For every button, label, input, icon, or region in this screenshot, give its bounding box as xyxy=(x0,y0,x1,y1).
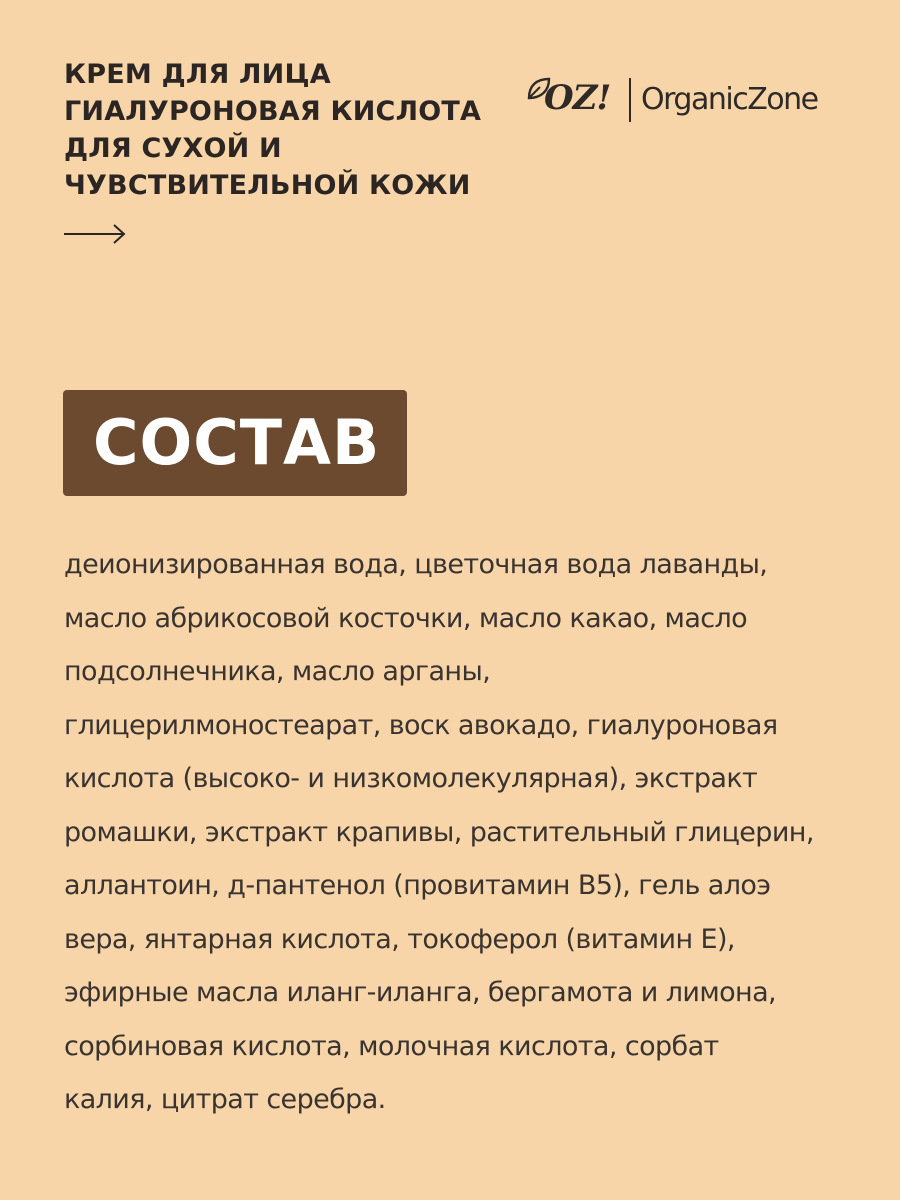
product-title-line: ЧУВСТВИТЕЛЬНОЙ КОЖИ xyxy=(64,170,471,201)
product-title-line: ГИАЛУРОНОВАЯ КИСЛОТА xyxy=(64,96,482,127)
product-title-line: КРЕМ ДЛЯ ЛИЦА xyxy=(64,59,331,90)
ingredients-line: аллантоин, д-пантенол (провитамин B5), гель алоэ xyxy=(64,870,771,901)
ingredients-line: глицерилмоностеарат, воск авокадо, гиалуроновая xyxy=(64,709,778,741)
logo-divider xyxy=(629,78,631,122)
section-heading: СОСТАВ xyxy=(93,406,381,479)
ingredients-line: сорбиновая кислота, молочная кислота, сорбат xyxy=(64,1030,719,1062)
product-title-line: ДЛЯ СУХОЙ И xyxy=(64,133,282,164)
product-title xyxy=(64,56,524,204)
brand-mark-text: OZ! xyxy=(544,78,611,118)
ingredients-line: эфирные масла иланг-иланга, бергамота и лимона, xyxy=(64,977,777,1008)
brand-name: OrganicZone xyxy=(641,82,818,117)
section-badge xyxy=(63,390,407,496)
ingredients-line: ромашки, экстракт крапивы, растительный глицерин, xyxy=(64,816,814,848)
ingredients-list xyxy=(64,538,864,1127)
brand-mark xyxy=(526,72,618,128)
ingredients-line: вера, янтарная кислота, токоферол (витамин Е), xyxy=(64,923,735,955)
brand-logo xyxy=(526,72,846,128)
ingredients-line: кислота (высоко- и низкомолекулярная), экстракт xyxy=(64,763,758,794)
ingredients-line: калия, цитрат серебра. xyxy=(64,1084,386,1115)
ingredients-line: подсолнечника, масло арганы, xyxy=(64,656,491,687)
ingredients-line: деионизированная вода, цветочная вода лаванды, xyxy=(64,549,768,580)
arrow-right-icon xyxy=(64,222,128,246)
ingredients-line: масло абрикосовой косточки, масло какао, масло xyxy=(64,602,748,634)
